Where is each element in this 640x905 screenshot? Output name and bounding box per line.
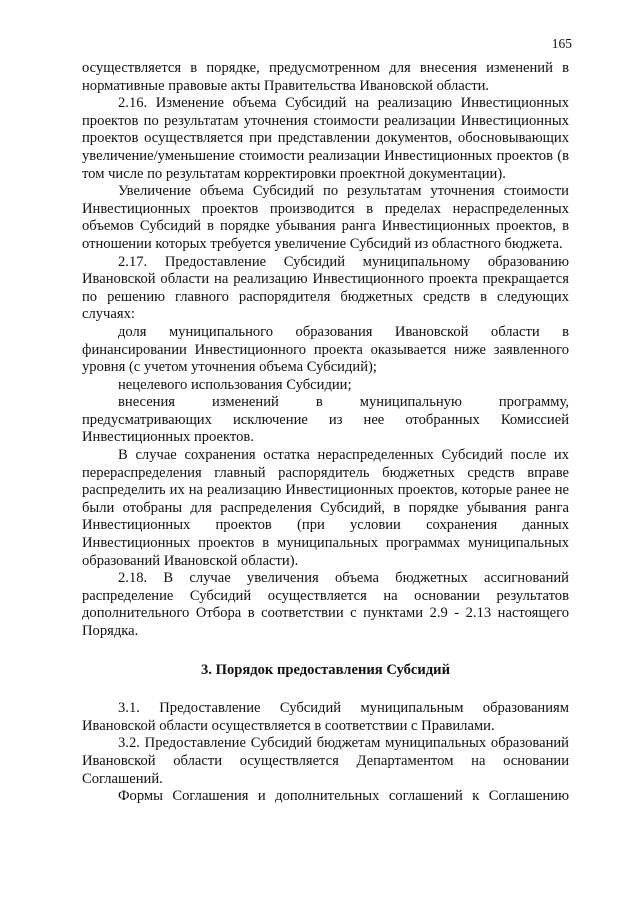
- document-body: [82, 60, 569, 806]
- paragraph-3-1: 3.1. Предоставление Субсидий муниципальным образованиям Ивановской области осуществляется в соответствии с Правилами.: [82, 700, 569, 734]
- paragraph-case-share: доля муниципального образования Ивановской области в финансировании Инвестиционного проекта оказывается ниже заявленного уровня (с учетом уточнения объема Субсидий);: [82, 323, 569, 376]
- page-number: 165: [551, 36, 572, 51]
- paragraph-continuation: осуществляется в порядке, предусмотренном для внесения изменений в нормативные правовые акты Правительства Ивановской области.: [82, 60, 569, 94]
- paragraph-subsidy-increase: Увеличение объема Субсидий по результатам уточнения стоимости Инвестиционных проектов производится в пределах нераспределенных объемов Субсидий в порядке убывания ранга Инвестиционных проектов, в отношении которых требуется увеличение Субсидий из областного бюджета.: [82, 183, 569, 252]
- paragraph-case-misuse: нецелевого использования Субсидии;: [118, 376, 352, 393]
- paragraph-2-18: 2.18. В случае увеличения объема бюджетных ассигнований распределение Субсидий осуществляется на основании результатов дополнительного Отбора в соответствии с пунктами 2.9 - 2.13 настоящего Порядка.: [82, 570, 569, 639]
- paragraph-3-2: 3.2. Предоставление Субсидий бюджетам муниципальных образований Ивановской области осуществляется Департаментом на основании Соглашений.: [82, 735, 569, 787]
- paragraph-agreement-forms: Формы Соглашения и дополнительных соглашений к Соглашению: [118, 788, 569, 805]
- paragraph-remaining-subsidies: В случае сохранения остатка нераспределенных Субсидий после их перераспределения главный распорядитель бюджетных средств вправе распределить их на реализацию Инвестиционных проектов, которые ранее не были отобраны для распределения Субсидий, в порядке убывания ранга Инвестиционных проектов (при условии сохранения данных Инвестиционных проектов в муниципальных программах муниципальных образований Ивановской области).: [82, 447, 569, 569]
- paragraph-2-16: 2.16. Изменение объема Субсидий на реализацию Инвестиционных проектов по результатам уточнения стоимости реализации Инвестиционных проектов осуществляется при представлении документов, обосновывающих увеличение/уменьшение стоимости реализации Инвестиционных проектов (в том числе по результатам корректировки проектной документации).: [82, 95, 569, 182]
- section-heading: 3. Порядок предоставления Субсидий: [201, 661, 450, 678]
- paragraph-case-program-change: внесения изменений в муниципальную программу, предусматривающих исключение из нее отобранных Комиссией Инвестиционных проектов.: [82, 394, 569, 446]
- paragraph-2-17: 2.17. Предоставление Субсидий муниципальному образованию Ивановской области на реализацию Инвестиционного проекта прекращается по решению главного распорядителя бюджетных средств в следующих случаях:: [82, 253, 569, 323]
